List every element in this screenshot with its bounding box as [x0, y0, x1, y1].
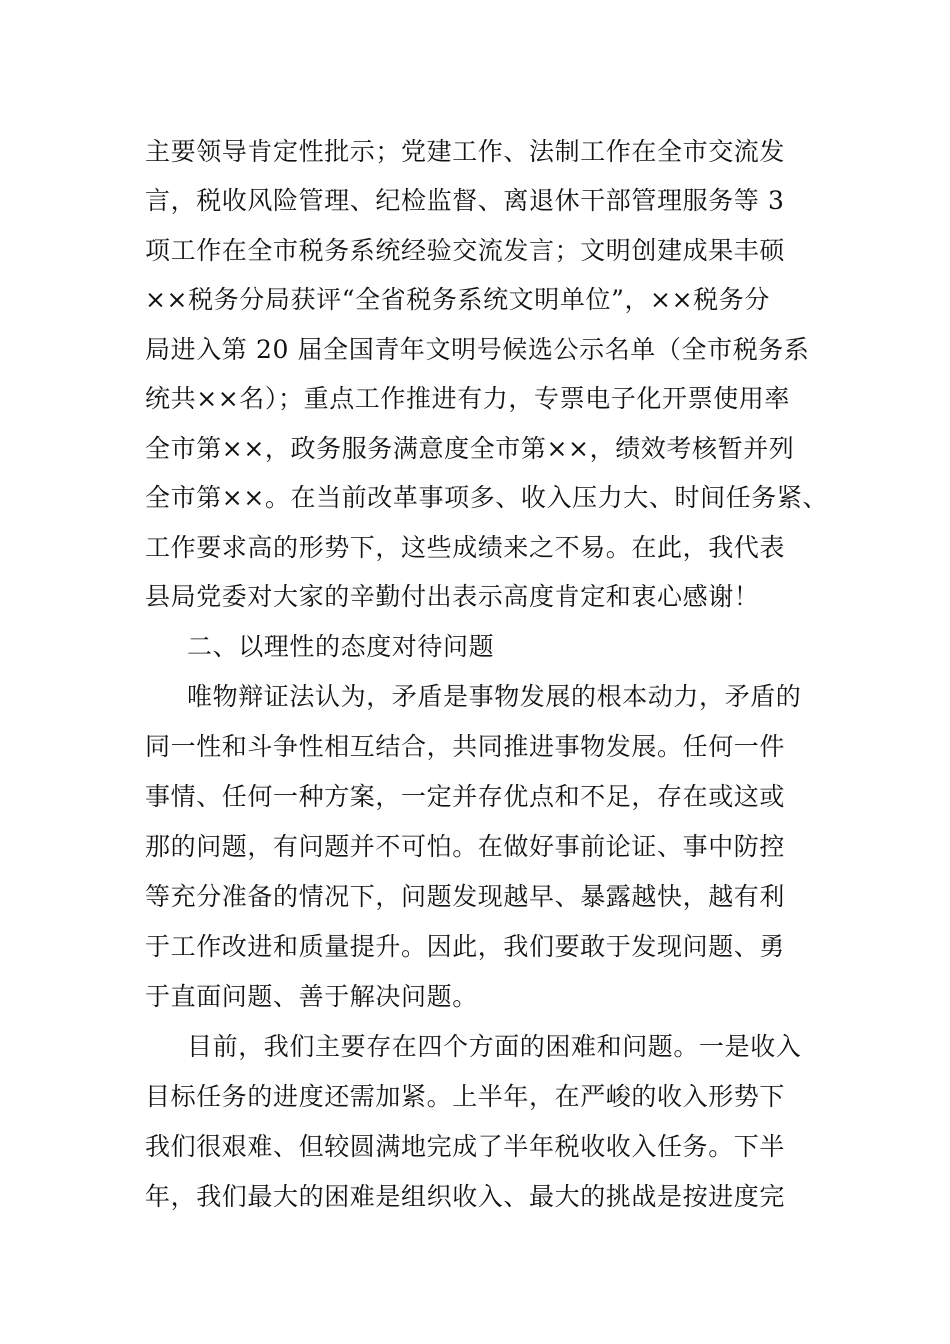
text-line: 全市第××，政务服务满意度全市第××，绩效考核暂并列: [145, 434, 795, 463]
text-line: 我们很艰难、但较圆满地完成了半年税收收入任务。下半: [145, 1132, 786, 1161]
text-line: 目前，我们主要存在四个方面的困难和问题。一是收入: [187, 1032, 802, 1061]
section-heading: 二、以理性的态度对待问题: [187, 632, 495, 661]
text-line: 局进入第 20 届全国青年文明号候选公示名单（全市税务系: [145, 335, 810, 364]
text-line: 于直面问题、善于解决问题。: [145, 982, 478, 1011]
text-line: 目标任务的进度还需加紧。上半年，在严峻的收入形势下: [145, 1082, 786, 1111]
text-line: 全市第××。在当前改革事项多、收入压力大、时间任务紧、: [145, 483, 829, 512]
text-line: 工作要求高的形势下，这些成绩来之不易。在此，我代表: [145, 533, 786, 562]
text-line: 于工作改进和质量提升。因此，我们要敢于发现问题、勇: [145, 932, 786, 961]
text-line: 县局党委对大家的辛勤付出表示高度肯定和衷心感谢！: [145, 582, 760, 611]
text-line: 那的问题，有问题并不可怕。在做好事前论证、事中防控: [145, 832, 786, 861]
text-line: 同一性和斗争性相互结合，共同推进事物发展。任何一件: [145, 732, 786, 761]
text-line: 统共××名）；重点工作推进有力，专票电子化开票使用率: [145, 384, 790, 413]
text-line: 事情、任何一种方案，一定并存优点和不足，存在或这或: [145, 782, 786, 811]
text-line: 主要领导肯定性批示；党建工作、法制工作在全市交流发: [145, 137, 786, 166]
text-line: 等充分准备的情况下，问题发现越早、暴露越快，越有利: [145, 882, 786, 911]
text-line: 年，我们最大的困难是组织收入、最大的挑战是按进度完: [145, 1182, 786, 1211]
text-line: 项工作在全市税务系统经验交流发言；文明创建成果丰硕: [145, 236, 786, 265]
text-line: 言，税收风险管理、纪检监督、离退休干部管理服务等 3: [145, 186, 785, 215]
text-line: ××税务分局获评“全省税务系统文明单位”，××税务分: [145, 285, 770, 314]
text-line: 唯物辩证法认为，矛盾是事物发展的根本动力，矛盾的: [187, 682, 802, 711]
